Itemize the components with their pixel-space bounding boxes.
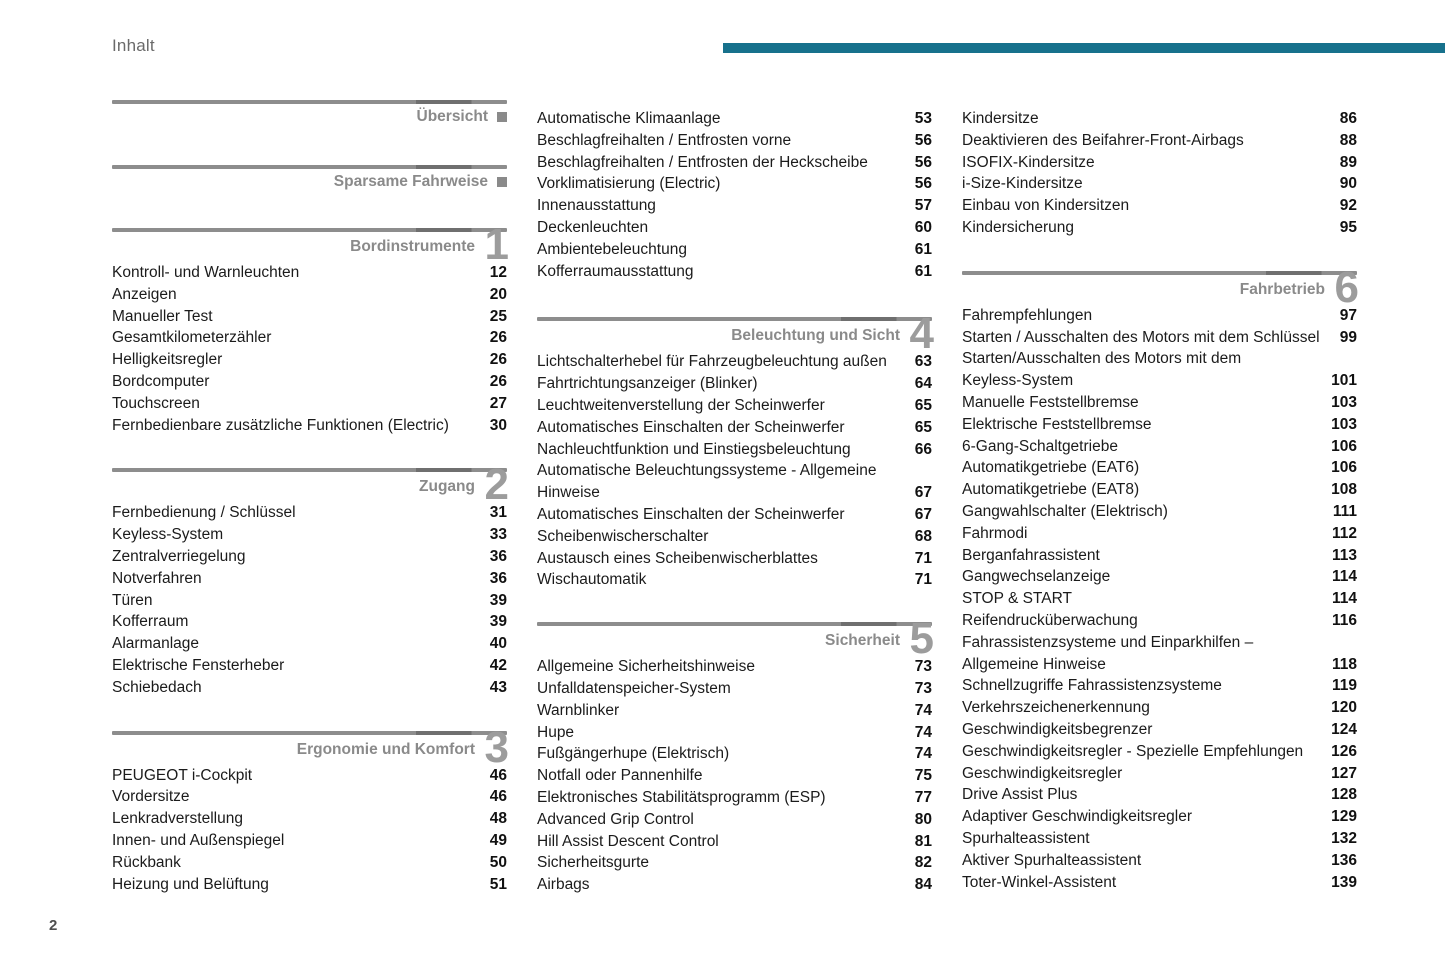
toc-entry[interactable]	[112, 765, 507, 787]
toc-entry-label: Wischautomatik	[537, 571, 647, 589]
toc-entry[interactable]	[112, 524, 507, 546]
toc-section	[962, 262, 1359, 894]
toc-entry[interactable]	[962, 828, 1357, 850]
toc-entry-label: Alarmanlage	[112, 635, 200, 653]
section-marker-square-icon	[497, 112, 507, 122]
toc-entry[interactable]	[962, 872, 1357, 894]
toc-entry-page: 65	[914, 396, 932, 414]
toc-entry[interactable]	[962, 108, 1357, 130]
toc-entry[interactable]	[112, 655, 507, 677]
toc-entry-label: Zentralverriegelung	[112, 547, 246, 565]
toc-entry-label: Fahrassistenzsysteme und Einparkhilfen – Allgemeine Hinweise	[962, 633, 1254, 673]
toc-entry[interactable]	[112, 262, 507, 284]
toc-entry[interactable]	[962, 414, 1357, 436]
toc-entry[interactable]	[112, 502, 507, 524]
toc-entry-page: 74	[914, 701, 932, 719]
toc-entry[interactable]	[537, 787, 932, 809]
toc-entry[interactable]	[112, 830, 507, 852]
toc-entry[interactable]	[962, 588, 1357, 610]
toc-entry[interactable]	[537, 152, 932, 174]
toc-entry-label: Deckenleuchten	[537, 218, 649, 236]
toc-entry[interactable]	[112, 568, 507, 590]
toc-entry-page: 50	[489, 853, 507, 871]
toc-entry-label: Kontroll- und Warnleuchten	[112, 264, 300, 281]
toc-entry-label: Gangwahlschalter (Elektrisch)	[962, 502, 1168, 520]
toc-entry-page: 42	[489, 656, 507, 674]
toc-entry[interactable]	[537, 130, 932, 152]
toc-entry-label: Automatische Klimaanlage	[537, 110, 721, 127]
toc-entry-page: 36	[489, 569, 507, 587]
toc-entry-label: Warnblinker	[537, 701, 620, 719]
toc-entry[interactable]	[962, 741, 1357, 763]
toc-entry[interactable]	[962, 675, 1357, 697]
toc-entry-page: 39	[489, 613, 507, 631]
toc-entry-page: 71	[914, 549, 932, 567]
toc-entry-label: Fahrempfehlungen	[962, 306, 1093, 324]
toc-entry[interactable]	[537, 261, 932, 283]
toc-entry-label: Kindersitze	[962, 110, 1039, 127]
toc-entry[interactable]	[962, 719, 1357, 741]
section-number: 5	[909, 614, 934, 664]
toc-entry[interactable]	[962, 610, 1357, 632]
toc-entry-page: 139	[1331, 873, 1357, 891]
toc-entry-page: 27	[489, 394, 507, 412]
toc-entry-page: 82	[914, 854, 932, 872]
toc-entry-page: 132	[1331, 829, 1357, 847]
toc-entry-page: 20	[489, 285, 507, 303]
toc-entry-page: 103	[1331, 415, 1357, 433]
toc-entry[interactable]	[537, 852, 932, 874]
toc-entry-page: 25	[489, 307, 507, 325]
toc-entry-page: 86	[1339, 110, 1357, 127]
toc-entry-label: Schnellzugriffe Fahrassistenzsysteme	[962, 677, 1222, 695]
toc-entry-label: Unfalldatenspeicher-System	[537, 679, 731, 697]
toc-entry[interactable]	[112, 349, 507, 371]
toc-entry-page: 61	[914, 262, 932, 280]
toc-entry-page: 113	[1331, 546, 1357, 564]
toc-entry-page: 67	[914, 484, 932, 502]
toc-entry-page: 30	[489, 416, 507, 434]
toc-entry-label: Notfall oder Pannenhilfe	[537, 767, 703, 785]
toc-entry[interactable]	[112, 590, 507, 612]
toc-entry[interactable]	[962, 632, 1357, 676]
toc-entry[interactable]	[962, 501, 1357, 523]
toc-section	[112, 220, 509, 436]
section-header	[112, 169, 507, 195]
toc-entry[interactable]	[112, 415, 507, 437]
toc-entry-label: Automatisches Einschalten der Scheinwerfer	[537, 418, 845, 436]
toc-entry-label: Sicherheitsgurte	[537, 854, 650, 872]
toc-entry-label: Anzeigen	[112, 285, 177, 303]
toc-entry-label: Leuchtweitenverstellung der Scheinwerfer	[537, 396, 825, 414]
toc-entry-label: Adaptiver Geschwindigkeitsregler	[962, 808, 1193, 826]
toc-entry-page: 129	[1331, 808, 1357, 826]
toc-entry-page: 73	[914, 679, 932, 697]
toc-entry-label: Fußgängerhupe (Elektrisch)	[537, 745, 730, 763]
toc-entry-page: 80	[914, 810, 932, 828]
toc-entry-page: 65	[914, 418, 932, 436]
toc-entry-page: 84	[914, 876, 932, 894]
toc-entry-page: 26	[489, 372, 507, 390]
toc-entry-page: 74	[914, 745, 932, 763]
toc-entry-label: Türen	[112, 591, 153, 609]
page-title: Inhalt	[112, 36, 155, 55]
toc-entry[interactable]	[112, 633, 507, 655]
toc-entry-page: 67	[914, 505, 932, 523]
toc-entry-label: Berganfahrassistent	[962, 546, 1100, 564]
toc-entry[interactable]	[112, 327, 507, 349]
toc-entry[interactable]	[962, 348, 1357, 392]
toc-entry-page: 53	[914, 110, 932, 127]
toc-entry-page: 89	[1339, 153, 1357, 171]
toc-column	[962, 0, 1357, 893]
toc-entry[interactable]	[962, 392, 1357, 414]
toc-entry[interactable]	[112, 546, 507, 568]
toc-entry[interactable]	[112, 306, 507, 328]
toc-entry-page: 56	[914, 131, 932, 149]
toc-column	[537, 0, 932, 896]
toc-entry[interactable]	[537, 460, 932, 504]
toc-entry-page: 106	[1331, 437, 1357, 455]
toc-entry-page: 40	[489, 635, 507, 653]
section-number: 3	[484, 722, 509, 772]
toc-entry-label: Innenausstattung	[537, 197, 656, 215]
toc-entry-label: Touchscreen	[112, 394, 200, 412]
toc-entry-page: 49	[489, 831, 507, 849]
toc-entry-label: Allgemeine Sicherheitshinweise	[537, 658, 755, 676]
toc-entry-page: 81	[914, 832, 932, 850]
toc-entry-page: 48	[489, 810, 507, 828]
toc-entry[interactable]	[962, 130, 1357, 152]
toc-entry[interactable]	[962, 305, 1357, 327]
toc-entry-page: 26	[489, 329, 507, 347]
toc-entry-page: 119	[1331, 677, 1357, 695]
toc-entry-page: 77	[914, 788, 932, 806]
toc-entry-label: Beschlagfreihalten / Entfrosten der Heckscheibe	[537, 153, 868, 171]
toc-columns	[112, 0, 1357, 896]
toc-entry[interactable]	[962, 545, 1357, 567]
toc-entry-page: 118	[1331, 655, 1357, 673]
toc-entry[interactable]	[537, 743, 932, 765]
toc-entry-page: 128	[1331, 786, 1357, 804]
toc-entry[interactable]	[962, 173, 1357, 195]
toc-entry-page: 64	[914, 375, 932, 393]
toc-entry-page: 60	[914, 218, 932, 236]
section-title: Beleuchtung und Sicht	[731, 327, 900, 345]
toc-entry[interactable]	[537, 831, 932, 853]
toc-entry[interactable]	[962, 327, 1357, 349]
toc-entry[interactable]	[537, 765, 932, 787]
toc-entry-label: Fahrtrichtungsanzeiger (Blinker)	[537, 375, 758, 393]
toc-entry-page: 111	[1332, 502, 1357, 520]
toc-entry-label: Aktiver Spurhalteassistent	[962, 851, 1142, 869]
toc-entry-label: Vorklimatisierung (Electric)	[537, 175, 721, 193]
toc-entry-label: Airbags	[537, 876, 590, 894]
toc-entry-page: 108	[1331, 481, 1357, 499]
toc-entry-label: Hupe	[537, 723, 575, 741]
toc-entry-page: 88	[1339, 131, 1357, 149]
section-header	[962, 262, 1359, 312]
toc-entry-label: Fernbedienbare zusätzliche Funktionen (Electric)	[112, 416, 449, 434]
toc-entry[interactable]	[112, 808, 507, 830]
toc-entry[interactable]	[537, 217, 932, 239]
toc-entry-page: 90	[1339, 175, 1357, 193]
section-title: Zugang	[419, 478, 475, 496]
toc-entry-label: Schiebedach	[112, 678, 202, 696]
toc-entry-label: Elektrische Fensterheber	[112, 656, 285, 674]
toc-entry[interactable]	[112, 393, 507, 415]
toc-entry-page: 33	[489, 526, 507, 544]
toc-entry-label: Automatische Beleuchtungssysteme - Allgemeine Hinweise	[537, 462, 877, 502]
toc-section	[112, 165, 507, 195]
toc-entry-label: Scheibenwischerschalter	[537, 527, 709, 545]
toc-entry-label: ISOFIX-Kindersitze	[962, 153, 1095, 171]
toc-entry-page: 106	[1331, 459, 1357, 477]
toc-entry-label: Lichtschalterhebel für Fahrzeugbeleuchtung außen	[537, 353, 887, 371]
toc-entry[interactable]	[537, 439, 932, 461]
section-number: 4	[909, 309, 934, 359]
section-number: 6	[1334, 262, 1359, 312]
toc-entry-label: PEUGEOT i-Cockpit	[112, 766, 253, 784]
toc-entry-label: Lenkradverstellung	[112, 810, 243, 828]
toc-entry[interactable]	[537, 809, 932, 831]
toc-entry-page: 101	[1331, 372, 1357, 390]
toc-entry-label: Rückbank	[112, 853, 181, 871]
toc-entry-page: 36	[489, 547, 507, 565]
toc-entry[interactable]	[962, 479, 1357, 501]
section-header	[537, 614, 934, 664]
toc-entry-page: 73	[914, 658, 932, 676]
toc-entry[interactable]	[537, 108, 932, 130]
toc-entry-page: 103	[1331, 393, 1357, 411]
toc-section-continued	[962, 108, 1357, 239]
toc-entry[interactable]	[112, 852, 507, 874]
toc-entry-page: 66	[914, 440, 932, 458]
toc-entry-label: Helligkeitsregler	[112, 351, 223, 369]
toc-entry-label: Elektrische Feststellbremse	[962, 415, 1152, 433]
page-number: 2	[49, 917, 58, 934]
toc-entry-page: 31	[489, 504, 507, 522]
toc-entry[interactable]	[112, 611, 507, 633]
section-number: 1	[484, 220, 509, 269]
toc-entry-label: Manueller Test	[112, 307, 213, 325]
toc-entry-label: Kofferraum	[112, 613, 189, 631]
section-marker-square-icon	[497, 177, 507, 187]
toc-entry-page: 75	[914, 767, 932, 785]
toc-entry-page: 136	[1331, 851, 1357, 869]
toc-entry-page: 56	[914, 175, 932, 193]
toc-entry-label: Gangwechselanzeige	[962, 568, 1111, 586]
toc-entry-label: Elektronisches Stabilitätsprogramm (ESP)	[537, 788, 826, 806]
toc-entry[interactable]	[962, 152, 1357, 174]
toc-entry-label: Einbau von Kindersitzen	[962, 197, 1130, 215]
toc-entry-page: 12	[489, 264, 507, 281]
toc-entry-label: Reifendrucküberwachung	[962, 611, 1138, 629]
toc-entry[interactable]	[537, 395, 932, 417]
toc-entry[interactable]	[537, 656, 932, 678]
toc-entry[interactable]	[537, 722, 932, 744]
section-title: Ergonomie und Komfort	[296, 740, 475, 758]
toc-section	[537, 309, 934, 591]
toc-entry-label: Heizung und Belüftung	[112, 875, 269, 893]
toc-entry[interactable]	[537, 678, 932, 700]
toc-entry-label: Starten / Ausschalten des Motors mit dem Schlüssel	[962, 328, 1320, 346]
toc-section	[112, 100, 507, 130]
toc-section	[537, 614, 934, 896]
toc-entry-page: 43	[489, 678, 507, 696]
toc-entry-page: 61	[914, 240, 932, 258]
toc-entry[interactable]	[962, 566, 1357, 588]
section-title: Übersicht	[416, 108, 488, 125]
toc-entry[interactable]	[962, 850, 1357, 872]
toc-entry-label: Geschwindigkeitsbegrenzer	[962, 720, 1153, 738]
toc-entry[interactable]	[537, 195, 932, 217]
section-header	[537, 309, 934, 359]
toc-entry-label: Automatisches Einschalten der Scheinwerfer	[537, 505, 845, 523]
toc-entry-label: Fernbedienung / Schlüssel	[112, 504, 296, 522]
toc-entry[interactable]	[537, 239, 932, 261]
toc-entry-page: 97	[1339, 306, 1357, 324]
toc-entry-page: 127	[1331, 764, 1357, 782]
toc-entry-page: 114	[1331, 590, 1357, 608]
section-header	[112, 220, 509, 269]
toc-entry-page: 46	[489, 766, 507, 784]
toc-entry[interactable]	[537, 373, 932, 395]
toc-entry-label: Gesamtkilometerzähler	[112, 329, 272, 347]
toc-entry-label: Innen- und Außenspiegel	[112, 831, 285, 849]
toc-entry-label: Spurhalteassistent	[962, 829, 1090, 847]
toc-entry[interactable]	[962, 806, 1357, 828]
toc-entry[interactable]	[537, 504, 932, 526]
toc-entry-label: Drive Assist Plus	[962, 786, 1078, 804]
toc-entry-label: Automatikgetriebe (EAT8)	[962, 481, 1140, 499]
toc-section	[112, 460, 509, 698]
toc-entry-page: 56	[914, 153, 932, 171]
section-title: Sicherheit	[825, 632, 900, 650]
toc-entry-page: 39	[489, 591, 507, 609]
toc-entry-label: Verkehrszeichenerkennung	[962, 699, 1150, 717]
toc-entry[interactable]	[112, 677, 507, 699]
toc-entry-page: 51	[489, 875, 507, 893]
toc-entry-page: 46	[489, 788, 507, 806]
toc-entry-page: 74	[914, 723, 932, 741]
toc-entry-page: 112	[1331, 524, 1357, 542]
toc-entry[interactable]	[537, 351, 932, 373]
section-title: Fahrbetrieb	[1239, 280, 1325, 298]
toc-entry-page: 92	[1339, 197, 1357, 215]
toc-entry-page: 68	[914, 527, 932, 545]
toc-entry[interactable]	[537, 526, 932, 548]
section-title: Sparsame Fahrweise	[333, 173, 488, 190]
toc-entry[interactable]	[537, 173, 932, 195]
toc-section-continued	[537, 108, 932, 282]
toc-entry[interactable]	[962, 697, 1357, 719]
toc-section	[112, 722, 509, 896]
toc-entry[interactable]	[112, 284, 507, 306]
toc-entry-page: 26	[489, 351, 507, 369]
toc-entry-page: 124	[1331, 720, 1357, 738]
toc-entry-page: 57	[914, 197, 932, 215]
section-title: Bordinstrumente	[350, 238, 475, 255]
toc-entry-page: 71	[914, 571, 932, 589]
toc-entry-label: STOP & START	[962, 590, 1072, 608]
toc-entry-label: Deaktivieren des Beifahrer-Front-Airbags	[962, 131, 1244, 149]
toc-entry-page: 114	[1331, 568, 1357, 586]
toc-entry-label: Automatikgetriebe (EAT6)	[962, 459, 1140, 477]
toc-entry-label: Geschwindigkeitsregler - Spezielle Empfehlungen	[962, 742, 1304, 760]
toc-entry-label: Geschwindigkeitsregler	[962, 764, 1123, 782]
toc-entry[interactable]	[962, 195, 1357, 217]
toc-entry[interactable]	[537, 700, 932, 722]
toc-entry[interactable]	[962, 763, 1357, 785]
toc-entry-label: Manuelle Feststellbremse	[962, 393, 1139, 411]
toc-entry-label: Advanced Grip Control	[537, 810, 694, 828]
toc-entry-label: Fahrmodi	[962, 524, 1028, 542]
toc-entry-label: Austausch eines Scheibenwischerblattes	[537, 549, 818, 567]
toc-entry-label: Notverfahren	[112, 569, 202, 587]
toc-entry[interactable]	[962, 217, 1357, 239]
toc-entry-label: Keyless-System	[112, 526, 224, 544]
toc-entry[interactable]	[962, 523, 1357, 545]
toc-entry-page: 116	[1331, 611, 1357, 629]
toc-entry-page: 120	[1331, 699, 1357, 717]
toc-entry-label: Kofferraumausstattung	[537, 262, 694, 280]
toc-entry[interactable]	[962, 436, 1357, 458]
toc-entry-label: Beschlagfreihalten / Entfrosten vorne	[537, 131, 792, 149]
toc-entry-label: Starten/Ausschalten des Motors mit dem Keyless-System	[962, 350, 1242, 390]
toc-entry-label: Hill Assist Descent Control	[537, 832, 719, 850]
toc-entry-label: Toter-Winkel-Assistent	[962, 873, 1117, 891]
toc-entry[interactable]	[537, 417, 932, 439]
section-header	[112, 104, 507, 130]
toc-entry-page: 95	[1339, 218, 1357, 236]
toc-entry-label: Vordersitze	[112, 788, 190, 806]
toc-entry-label: Kindersicherung	[962, 218, 1075, 236]
toc-entry[interactable]	[962, 784, 1357, 806]
toc-entry-label: Ambientebeleuchtung	[537, 240, 687, 258]
toc-entry[interactable]	[112, 371, 507, 393]
toc-entry[interactable]	[962, 457, 1357, 479]
section-number: 2	[484, 460, 509, 510]
toc-entry[interactable]	[537, 548, 932, 570]
toc-entry-label: 6-Gang-Schaltgetriebe	[962, 437, 1118, 455]
toc-entry[interactable]	[537, 569, 932, 591]
toc-column	[112, 0, 507, 895]
toc-entry-page: 99	[1339, 328, 1357, 346]
toc-entry[interactable]	[112, 786, 507, 808]
section-header	[112, 460, 509, 510]
toc-entry-label: Bordcomputer	[112, 372, 210, 390]
toc-entry-page: 126	[1331, 742, 1357, 760]
toc-entry[interactable]	[537, 874, 932, 896]
toc-entry-page: 63	[914, 353, 932, 371]
section-header	[112, 722, 509, 772]
toc-entry-label: Nachleuchtfunktion und Einstiegsbeleuchtung	[537, 440, 851, 458]
toc-entry-label: i-Size-Kindersitze	[962, 175, 1083, 193]
toc-entry[interactable]	[112, 874, 507, 896]
